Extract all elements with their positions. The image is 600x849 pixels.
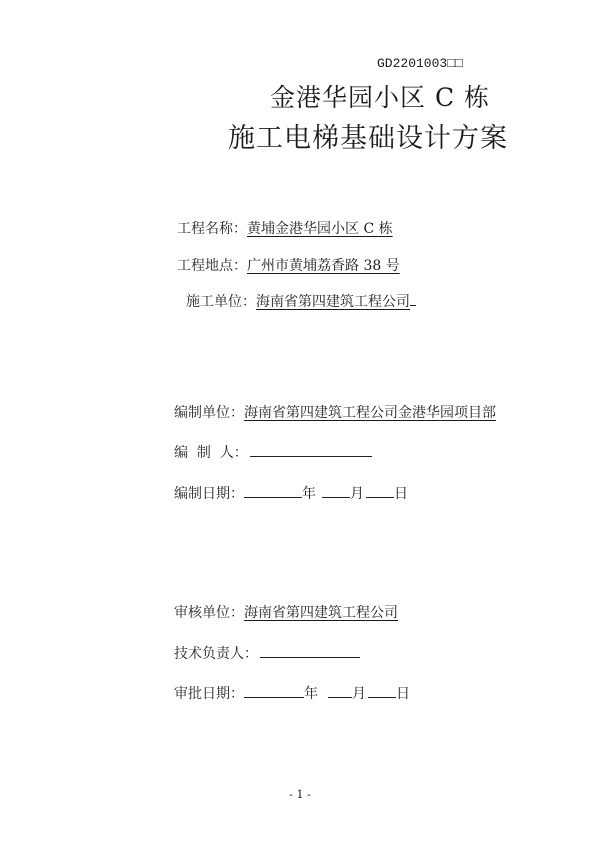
tech-lead-row: [174, 643, 360, 663]
contractor-value: 海南省第四建筑工程公司: [256, 294, 410, 310]
compile-unit-label: 编制单位：: [174, 405, 244, 421]
contractor-row: [186, 291, 416, 311]
document-code: GD2201003□□: [377, 56, 463, 71]
compile-day-blank: [366, 483, 394, 498]
page-number: - 1 -: [289, 788, 311, 801]
review-unit-row: [174, 602, 398, 622]
tech-lead-label: 技术负责人：: [174, 646, 258, 662]
compiler-blank: [250, 442, 372, 457]
compile-unit-row: [174, 402, 496, 422]
review-month-text: 月: [352, 686, 366, 702]
project-location-row: [177, 255, 400, 275]
project-name-row: [177, 218, 393, 238]
compile-year-blank: [244, 483, 302, 498]
tech-lead-blank: [260, 643, 360, 658]
review-unit-label: 审核单位：: [174, 605, 244, 621]
review-month-blank: [328, 683, 352, 698]
contractor-underline-tail: [410, 291, 416, 306]
compiler-label: 编 制 人：: [174, 445, 248, 461]
project-location-value: 广州市黄埔荔香路 38 号: [247, 258, 400, 274]
compile-date-label: 编制日期：: [174, 486, 244, 502]
review-year-text: 年: [304, 686, 318, 702]
compiler-row: [174, 442, 372, 462]
review-day-blank: [368, 683, 396, 698]
project-location-label: 工程地点：: [177, 258, 247, 274]
project-name-label: 工程名称：: [177, 221, 247, 237]
review-unit-value: 海南省第四建筑工程公司: [244, 605, 398, 621]
document-title-line2: 施工电梯基础设计方案: [228, 123, 508, 154]
document-title-line1: 金港华园小区 C 栋: [270, 83, 491, 112]
compile-month-blank: [322, 483, 350, 498]
compile-unit-value: 海南省第四建筑工程公司金港华园项目部: [244, 405, 496, 421]
review-date-row: [174, 683, 410, 703]
review-date-label: 审批日期：: [174, 686, 244, 702]
contractor-label: 施工单位：: [186, 294, 256, 310]
compile-year-text: 年: [302, 486, 316, 502]
review-year-blank: [244, 683, 304, 698]
compile-date-row: [174, 483, 408, 503]
review-day-text: 日: [396, 686, 410, 702]
compile-month-text: 月: [350, 486, 364, 502]
project-name-value: 黄埔金港华园小区 C 栋: [247, 221, 393, 237]
compile-day-text: 日: [394, 486, 408, 502]
